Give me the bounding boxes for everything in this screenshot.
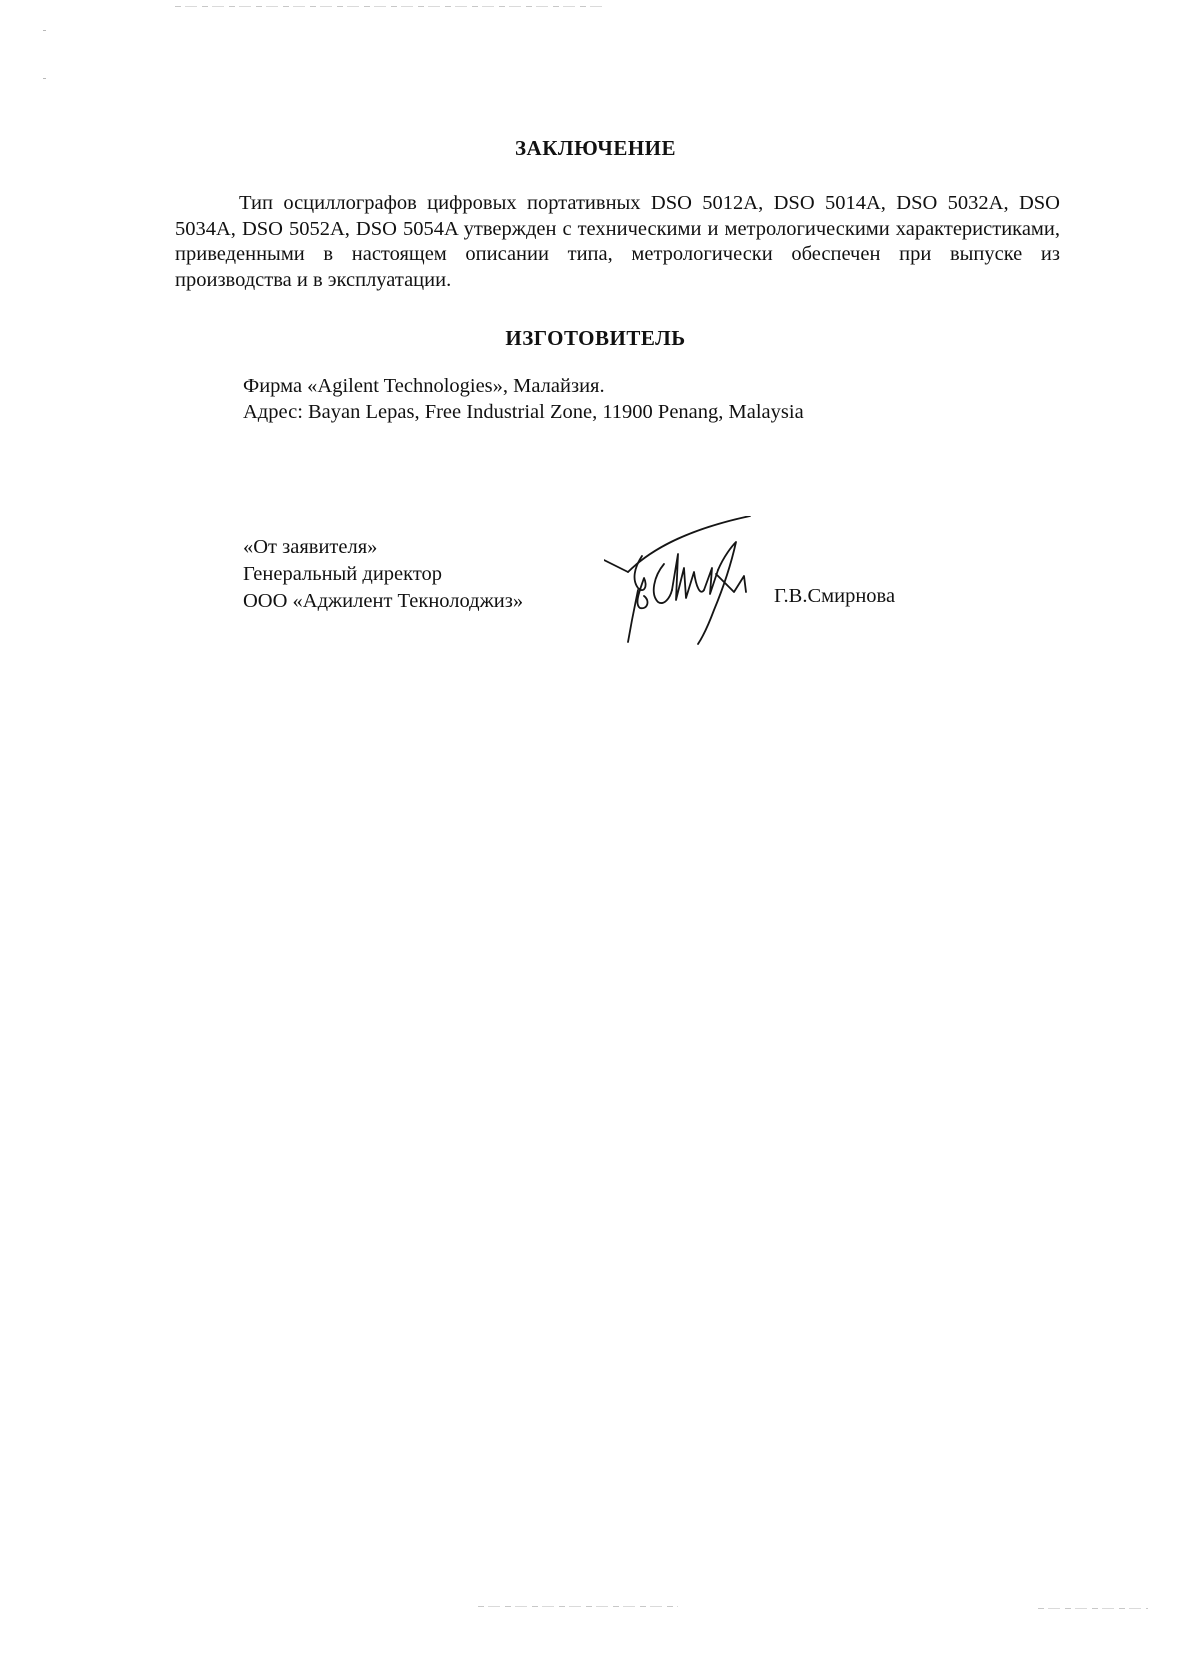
applicant-info xyxy=(243,534,523,615)
manufacturer-firm: Фирма «Agilent Technologies», Малайзия. xyxy=(243,375,605,397)
scan-artifact-bottom-right xyxy=(1038,1608,1148,1609)
conclusion-heading: ЗАКЛЮЧЕНИЕ xyxy=(514,136,677,160)
applicant-position: Генеральный директор xyxy=(243,563,443,585)
scan-artifact-bottom xyxy=(478,1606,678,1607)
signer-name: Г.В.Смирнова xyxy=(774,585,896,607)
scan-artifact-top xyxy=(175,6,605,7)
applicant-from: «От заявителя» xyxy=(243,536,378,558)
handwritten-signature xyxy=(604,516,754,656)
scan-artifact-mark xyxy=(43,78,46,79)
manufacturer-heading: ИЗГОТОВИТЕЛЬ xyxy=(505,326,686,350)
manufacturer-address: Адрес: Bayan Lepas, Free Industrial Zone, 11900 Penang, Malaysia xyxy=(243,401,804,423)
manufacturer-info xyxy=(243,373,804,425)
conclusion-paragraph: Тип осциллографов цифровых портативных DSO 5012A, DSO 5014A, DSO 5032A, DSO 5034A, DSO 5052A, DSO 5054A утвержден с техническими и метрологическими характеристиками, приведенными в настоящем описании типа, метрологически обеспечен при выпуске из производства и в эксплуатации. xyxy=(175,192,1060,291)
scan-artifact-mark xyxy=(43,30,46,31)
applicant-company: ООО «Аджилент Текнолоджиз» xyxy=(243,590,524,612)
